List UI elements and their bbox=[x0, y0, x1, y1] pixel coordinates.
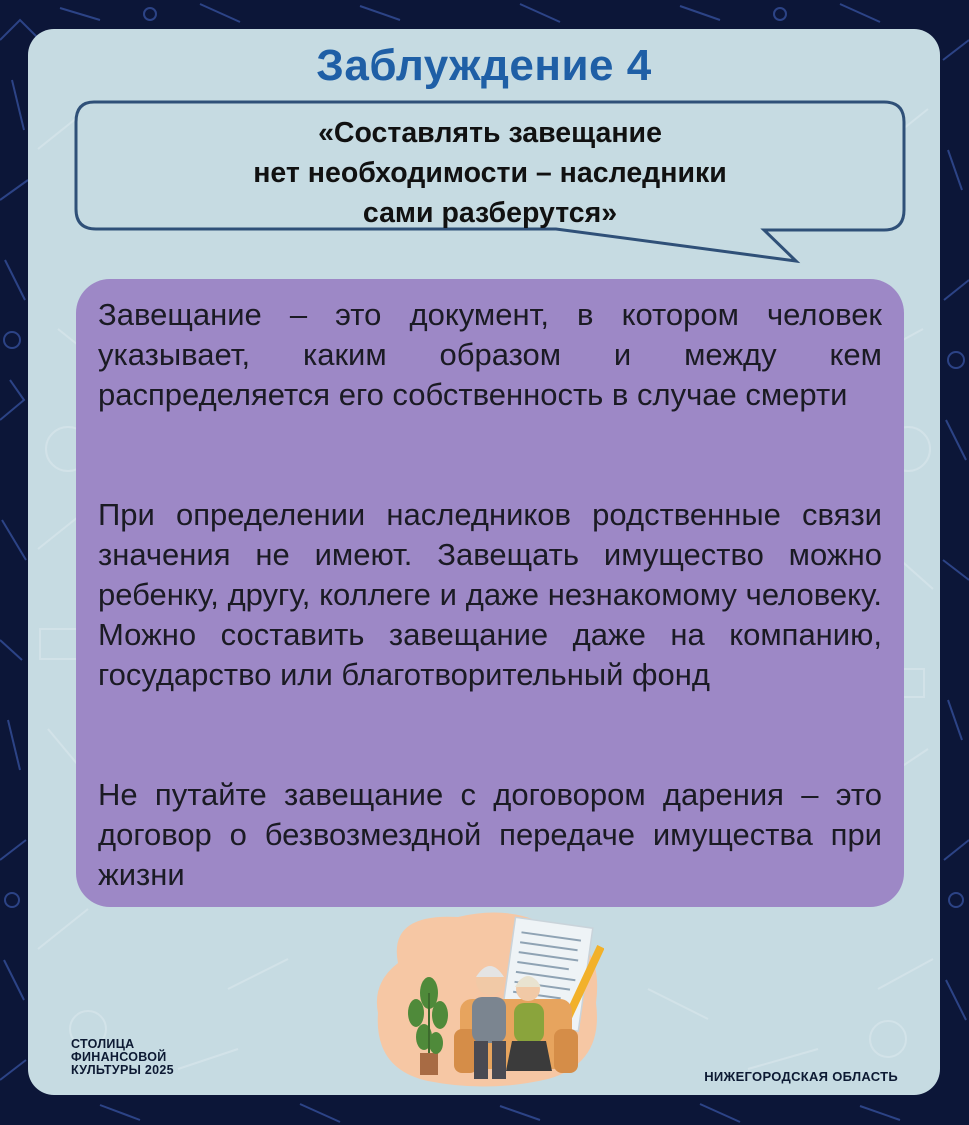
brand-line: ФИНАНСОВОЙ bbox=[71, 1050, 167, 1064]
quote-line: «Составлять завещание bbox=[318, 117, 662, 149]
quote-line: нет необходимости – наследники bbox=[253, 157, 727, 189]
explanation-paragraph: Завещание – это документ, в котором человек указывает, каким образом и между кем распределяется его собственность в случае смерти bbox=[98, 297, 882, 412]
region-label: НИЖЕГОРОДСКАЯ ОБЛАСТЬ bbox=[704, 1069, 898, 1084]
brand-line: СТОЛИЦА bbox=[71, 1037, 135, 1051]
page-title: Заблуждение 4 bbox=[316, 41, 652, 90]
explanation-paragraph: Не путайте завещание с договором дарения – это договор о безвозмездной передаче имущества при жизни bbox=[98, 777, 882, 892]
misconception-quote bbox=[78, 113, 902, 233]
brand-logo-text bbox=[71, 1038, 174, 1077]
explanation-paragraph: При определении наследников родственные связи значения не имеют. Завещать имущество можно ребенку, другу, коллеге и даже незнакомому человеку. Можно составить завещание даже на компанию, государство или благотворительный фонд bbox=[98, 497, 882, 692]
elderly-couple-illustration bbox=[368, 903, 604, 1089]
brand-line: КУЛЬТУРЫ 2025 bbox=[71, 1063, 174, 1077]
explanation-box bbox=[76, 279, 904, 907]
content-card bbox=[28, 29, 940, 1095]
quote-line: сами разберутся» bbox=[362, 197, 618, 229]
